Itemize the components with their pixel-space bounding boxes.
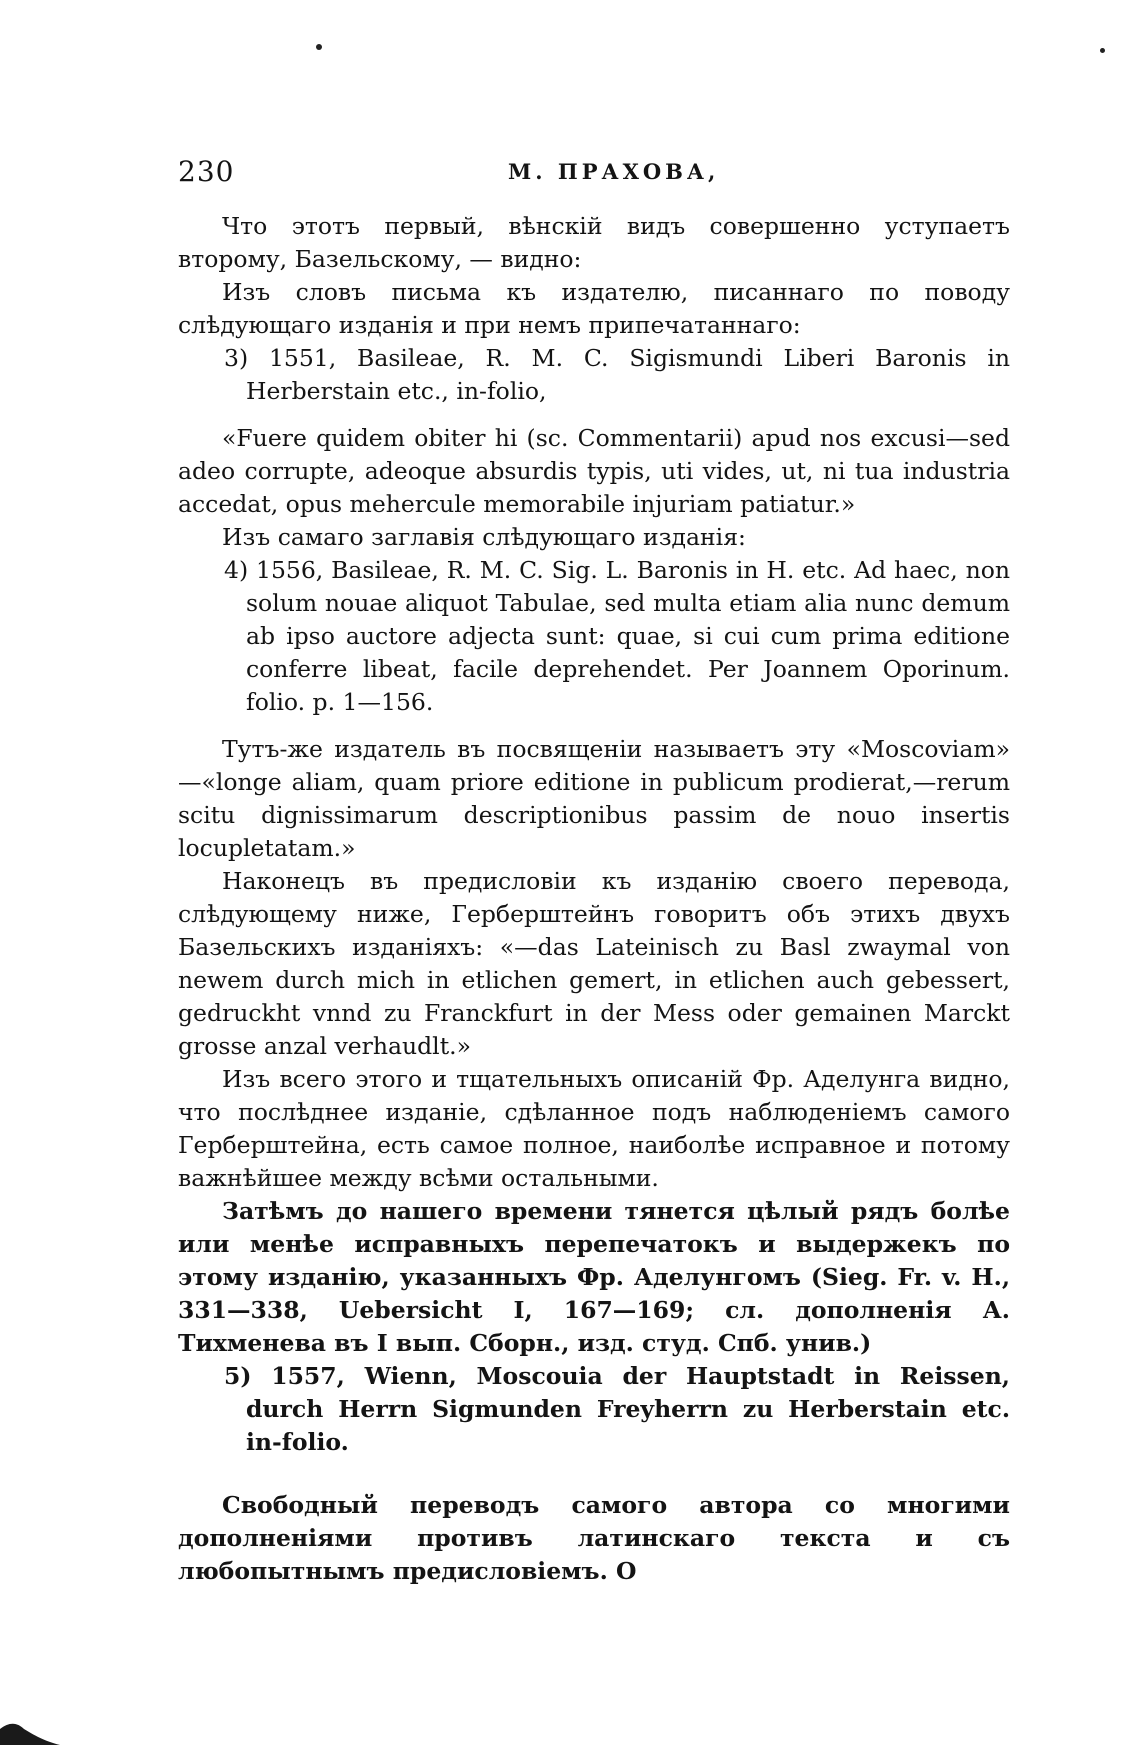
paragraph: Затѣмъ до нашего времени тянется цѣлый рядъ болѣе или менѣе исправныхъ перепечатокъ и выдержекъ по этому изданію, указанныхъ Фр. Аделунгомъ (Sieg. Fr. v. H., 331—338, Uebersicht I, 167—169; сл. дополненія А. Тихменева въ I вып. Сборн., изд. студ. Спб. унив.) xyxy=(178,1197,1010,1357)
paragraph: Тутъ-же издатель въ посвященіи называетъ эту «Moscoviam» —«longe aliam, quam priore editione in publicum prodierat,—rerum scitu dignissimarum descriptionibus passim de nouo insertis locupletatam.» xyxy=(178,735,1010,862)
page-header xyxy=(178,155,1018,195)
page-number: 230 xyxy=(178,155,235,188)
paragraph: Свободный переводъ самого автора со многими дополненіями противъ латинскаго текста и съ любопытнымъ предисловіемъ. О xyxy=(178,1491,1010,1585)
bibliography-entry: 4) 1556, Basileae, R. M. C. Sig. L. Baronis in H. etc. Ad haec, non solum nouae aliquot Tabulae, sed multa etiam alia nunc demum ab ipso auctore adjecta sunt: quae, si cui cum prima editione conferre libeat, facile deprehendet. Per Joannem Oporinum. folio. p. 1—156. xyxy=(224,556,1010,716)
paragraph: Что этотъ первый, вѣнскій видъ совершенно уступаетъ второму, Базельскому, — видно: xyxy=(178,212,1010,273)
paragraph: Изъ словъ письма къ издателю, писаннаго по поводу слѣдующаго изданія и при немъ припечатаннаго: xyxy=(178,278,1010,339)
paragraph: Изъ самаго заглавія слѣдующаго изданія: xyxy=(222,523,746,551)
running-head: М. ПРАХОВА, xyxy=(508,159,720,184)
paragraph: Наконецъ въ предисловіи къ изданію своего перевода, слѣдующему ниже, Герберштейнъ говоритъ объ этихъ двухъ Базельскихъ изданіяхъ: «—das Lateinisch zu Basl zwaymal von newem durch mich in etlichen gemert, in etlichen auch gebessert, gedruckht vnnd zu Franckfurt in der Mess oder gemainen Marckt grosse anzal verhaudlt.» xyxy=(178,867,1010,1060)
paragraph: Изъ всего этого и тщательныхъ описаній Фр. Аделунга видно, что послѣднее изданіе, сдѣланное подъ наблюденіемъ самого Герберштейна, есть самое полное, наиболѣе исправное и потому важнѣйшее между всѣми остальными. xyxy=(178,1065,1010,1192)
print-speck xyxy=(316,44,322,50)
print-speck xyxy=(1100,48,1105,53)
body-text xyxy=(178,210,1010,1588)
scan-edge-mark xyxy=(0,1715,60,1745)
latin-quotation: «Fuere quidem obiter hi (sc. Commentarii) apud nos excusi—sed adeo corrupte, adeoque absurdis typis, uti vides, ut, ni tua industria accedat, opus mehercule memorabile injuriam patiatur.» xyxy=(178,424,1010,518)
bibliography-entry: 3) 1551, Basileae, R. M. C. Sigismundi Liberi Baronis in Herberstain etc., in-folio, xyxy=(224,344,1010,405)
bibliography-entry: 5) 1557, Wienn, Moscouia der Hauptstadt in Reissen, durch Herrn Sigmunden Freyherrn zu Herberstain etc. in-folio. xyxy=(224,1362,1010,1456)
